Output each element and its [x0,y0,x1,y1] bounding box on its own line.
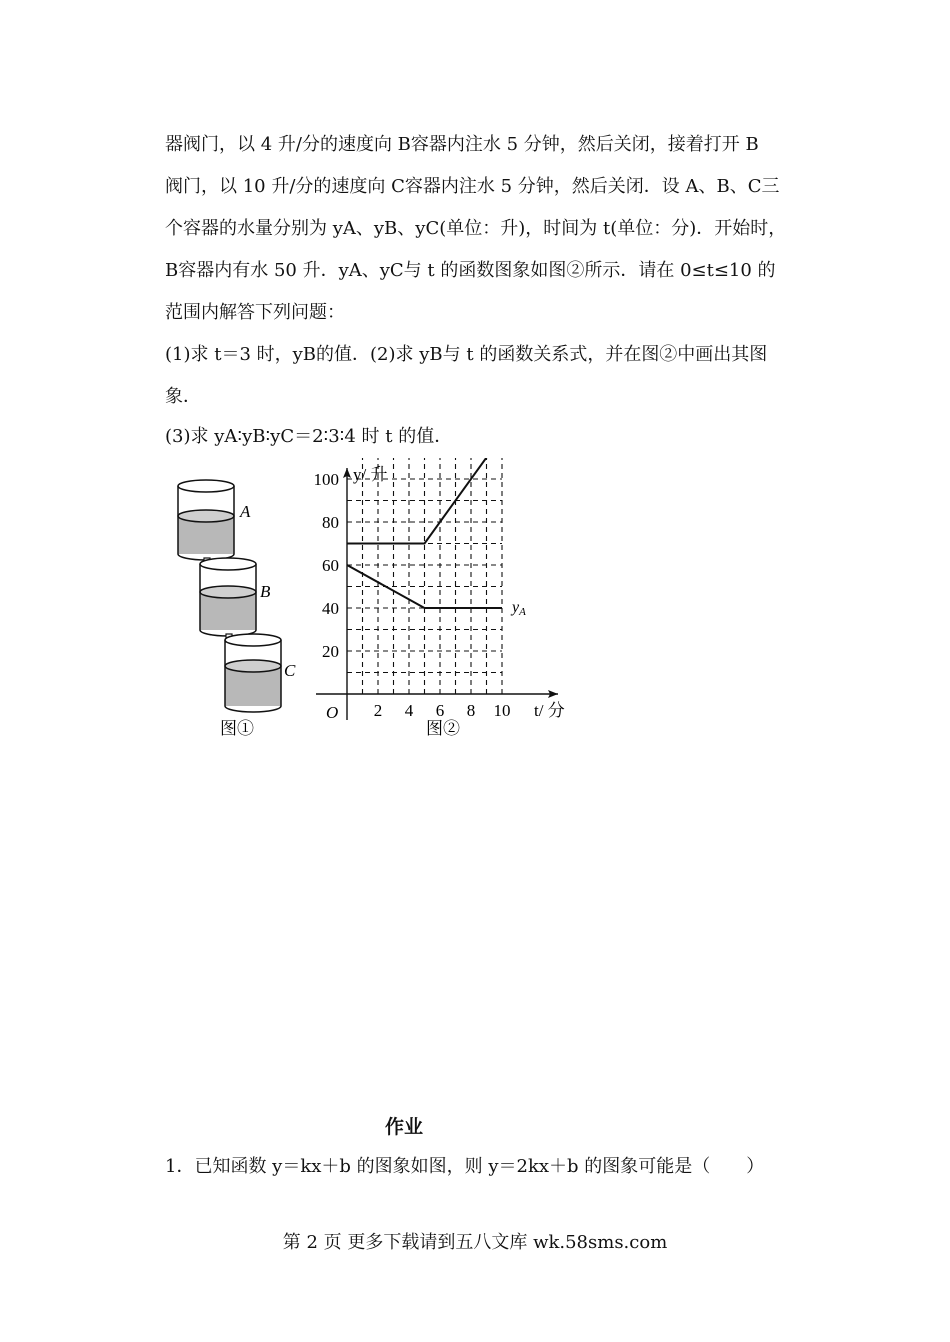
chart-origin-label: O [326,703,339,722]
container-a [178,480,251,566]
y-tick-label: 60 [322,556,339,575]
homework-title: 作业 [385,1116,424,1138]
page-footer: 第 2 页 更多下载请到五八文库 wk.58sms.com [282,1232,668,1253]
x-tick-label: 6 [435,701,445,720]
container-b [200,558,271,642]
x-tick-label: 4 [404,701,414,720]
x-tick-label: 10 [493,701,511,720]
problem-line: 个容器的水量分别为 yA、yB、yC(单位：升)，时间为 t(单位：分)．开始时， [165,218,787,239]
question-line: (3)求 yA∶yB∶yC＝2∶3∶4 时 t 的值． [165,426,453,447]
problem-line: B容器内有水 50 升．yA、yC与 t 的函数图象如图②所示．请在 0≤t≤10 的 [165,260,776,281]
chart-ylabel: y/ 升 [353,465,388,484]
figure1-caption: 图① [220,719,254,738]
y-tick-label: 40 [322,599,339,618]
figure-containers [168,468,308,748]
problem-line: 范围内解答下列问题： [165,302,345,323]
x-tick-label: 2 [373,701,383,720]
container-label-c: C [284,661,296,680]
question-line: 象． [165,386,201,407]
container-label-a: A [240,502,251,521]
figure-chart [300,458,580,748]
problem-questions [165,334,805,458]
question-line: (1)求 t＝3 时，yB的值．(2)求 yB与 t 的函数关系式，并在图②中画出其图 [165,344,768,365]
x-tick-label: 8 [466,701,476,720]
homework-question-1: 1．已知函数 y＝kx＋b 的图象如图，则 y＝2kx＋b 的图象可能是（ ） [165,1156,765,1177]
chart-tick-labels [314,458,511,720]
problem-text [165,124,805,334]
y-tick-label: 80 [322,513,339,532]
problem-line: 阀门，以 10 升/分的速度向 C容器内注水 5 分钟，然后关闭．设 A、B、C三 [165,176,780,197]
y-tick-label: 100 [313,470,339,489]
y-tick-label: 20 [322,642,339,661]
chart-xlabel: t/ 分 [534,701,565,720]
series-label-ya: yA [512,599,526,618]
container-label-b: B [260,582,271,601]
chart-grid [347,458,502,694]
figure2-caption: 图② [426,719,460,738]
chart-axes [313,468,558,720]
problem-line: 器阀门，以 4 升/分的速度向 B容器内注水 5 分钟，然后关闭，接着打开 B [165,134,759,155]
container-c [225,634,296,712]
